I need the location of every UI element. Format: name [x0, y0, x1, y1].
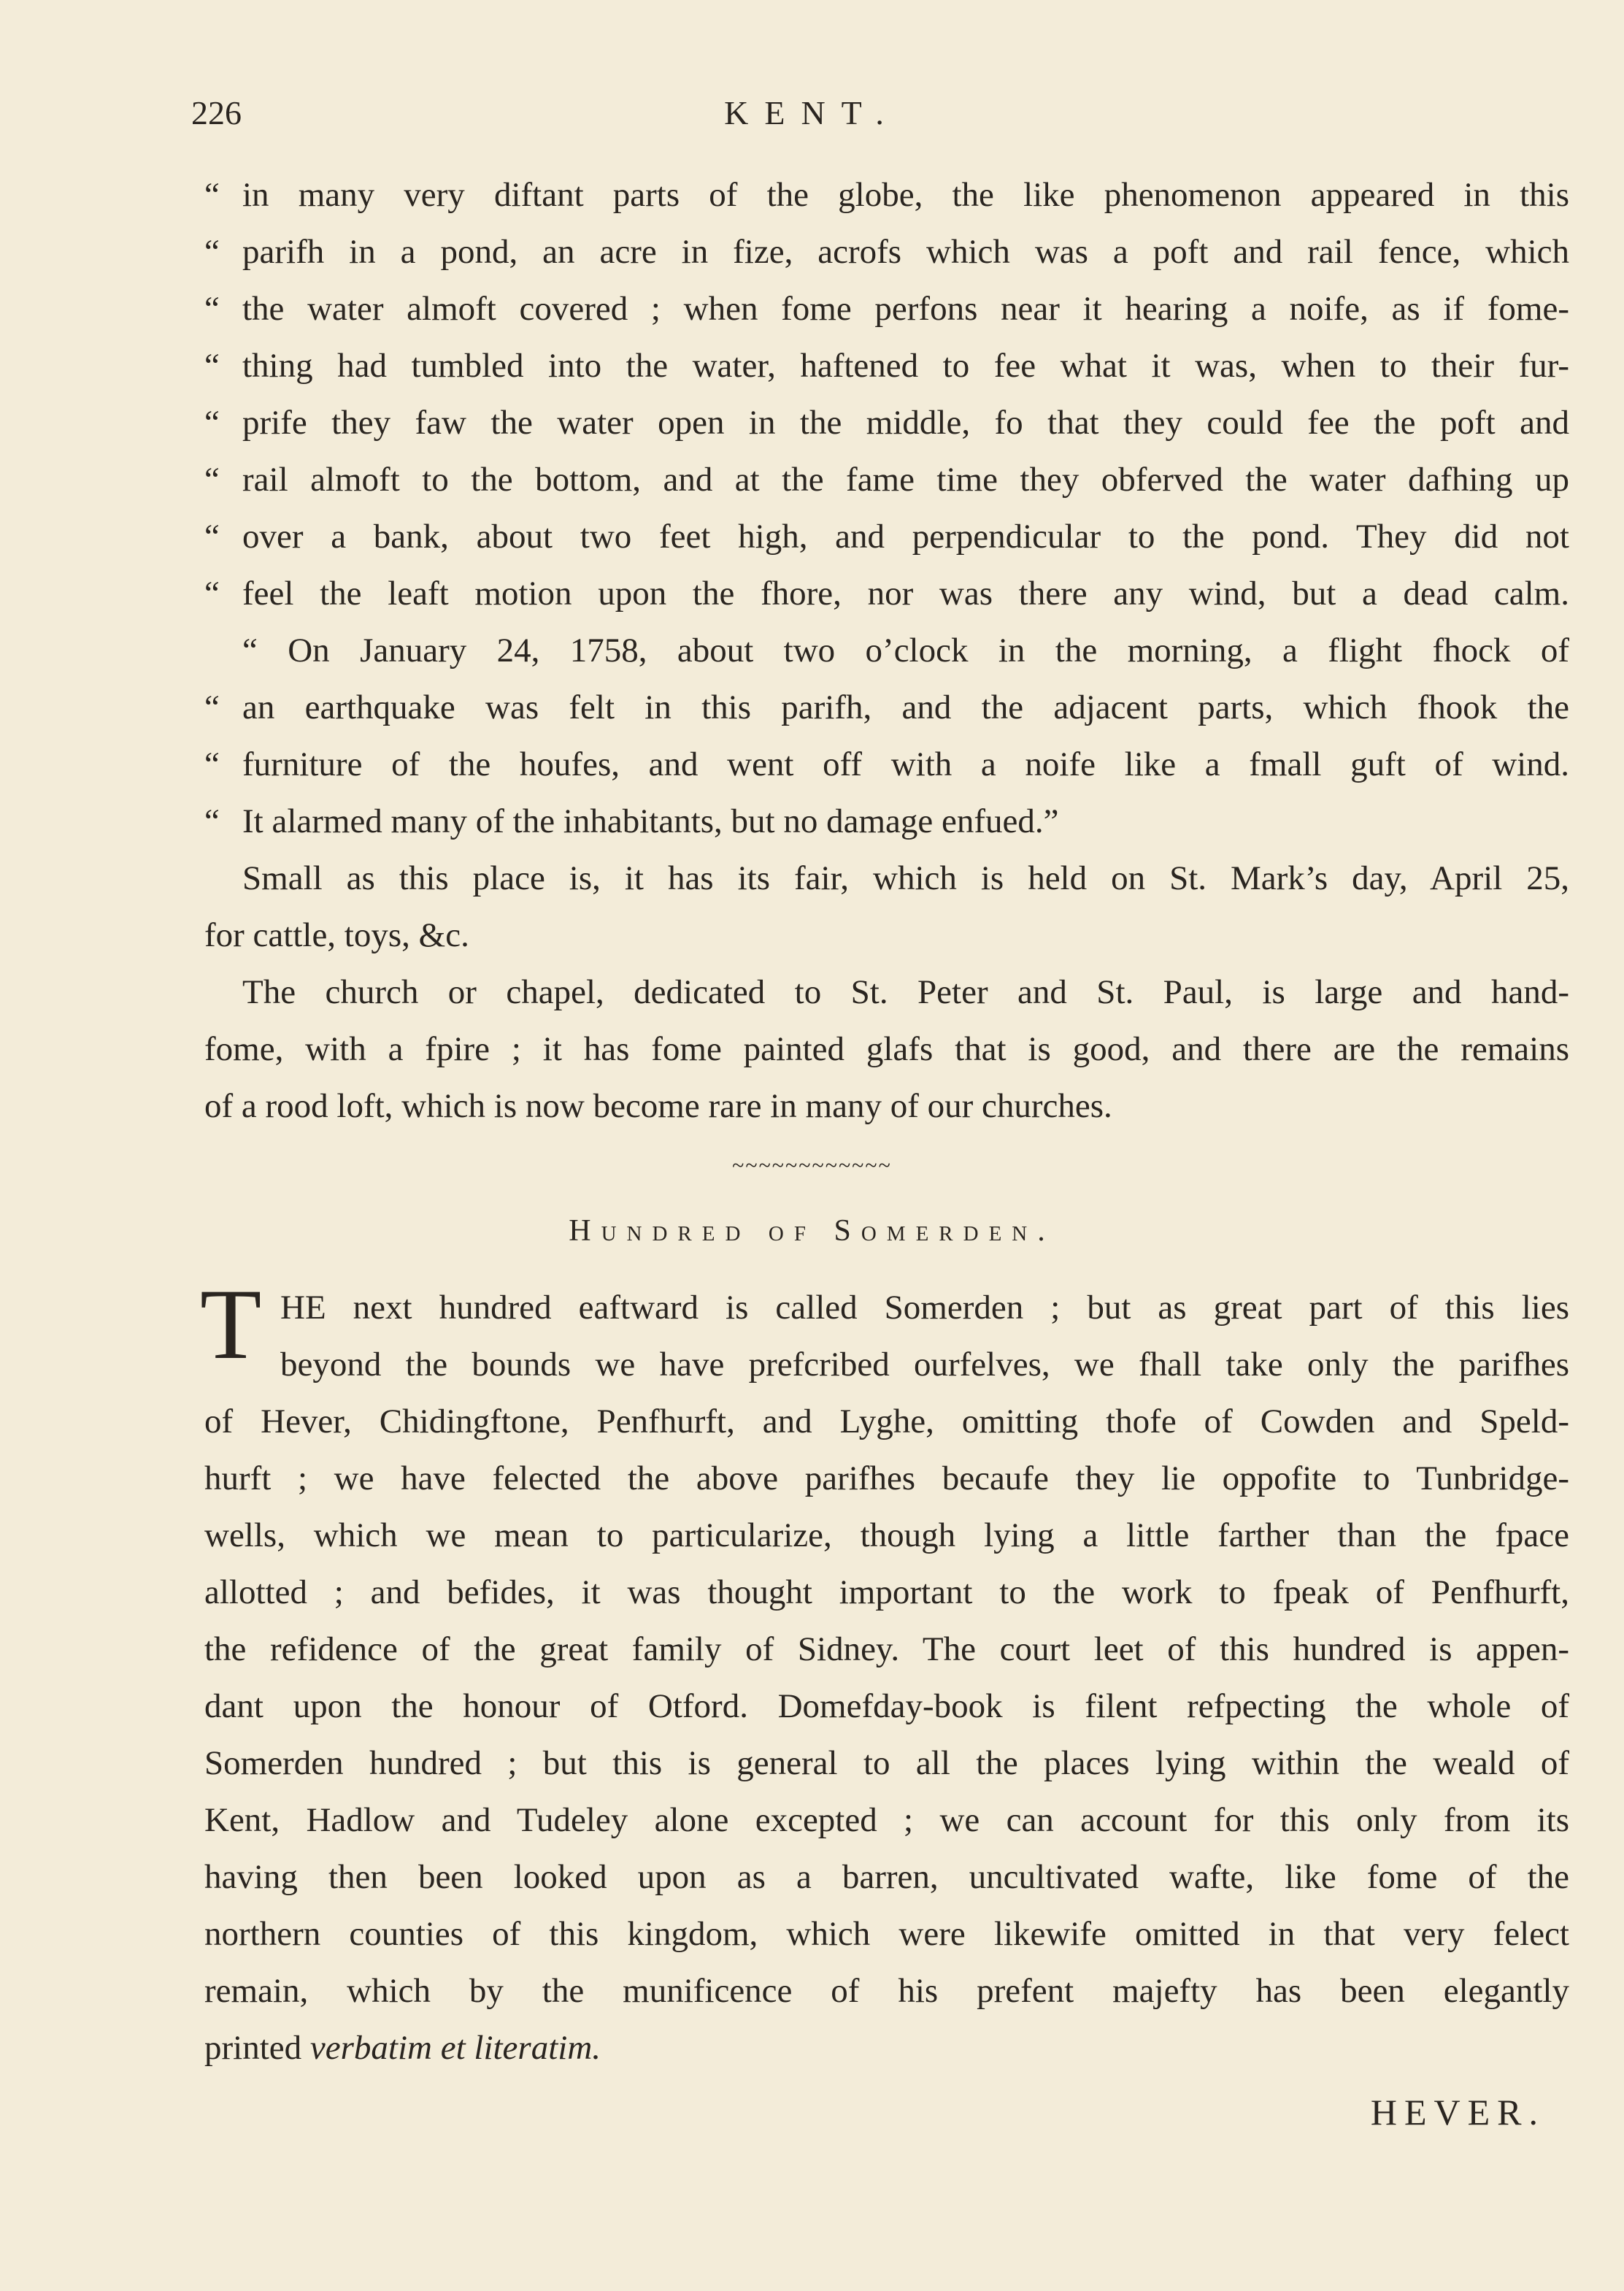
section-ornament: ~~~~~~~~~~~~: [732, 1154, 892, 1178]
quote-mark: “: [204, 176, 220, 214]
line-text: dant upon the honour of Otford. Domefday-book is filent refpecting the whole of: [204, 1687, 1569, 1725]
text-line: [204, 850, 1569, 907]
line-text: HE next hundred eaftward is called Somerden ; but as great part of this lies: [280, 1289, 1569, 1327]
line-text: the water almoft covered ; when fome perfons near it hearing a noife, as if fome-: [242, 290, 1569, 328]
text-line: [204, 337, 1569, 394]
line-text: of Hever, Chidingftone, Penfhurft, and Lyghe, omitting thofe of Cowden and Speld-: [204, 1402, 1569, 1440]
text-line: [204, 964, 1569, 1021]
quote-mark: “: [204, 404, 220, 442]
section-body: [200, 1268, 1569, 2076]
line-text: Somerden hundred ; but this is general to all the places lying within the weald of: [204, 1744, 1569, 1782]
line-text: for cattle, toys, &c.: [204, 916, 469, 954]
quote-mark: “: [204, 575, 220, 613]
catchword: HEVER.: [1370, 2092, 1545, 2133]
line-text: It alarmed many of the inhabitants, but no damage enfued.”: [242, 802, 1059, 840]
line-text: the refidence of the great family of Sidney. The court leet of this hundred is appen-: [204, 1630, 1569, 1668]
quote-mark: “: [204, 518, 220, 556]
line-text: of a rood loft, which is now become rare in many of our churches.: [204, 1087, 1112, 1125]
text-line: [204, 736, 1569, 793]
text-line: [204, 1678, 1569, 1735]
text-line: [204, 679, 1569, 736]
drop-cap: T: [200, 1268, 262, 1380]
quote-mark: “: [204, 688, 220, 726]
quote-mark: “: [204, 802, 220, 840]
line-text: allotted ; and befides, it was thought important to the work to fpeak of Penfhurft,: [204, 1573, 1569, 1611]
line-text: in many very diftant parts of the globe, the like phenomenon appeared in this: [242, 176, 1569, 214]
text-line: [204, 1507, 1569, 1564]
final-line-start: printed: [204, 2029, 310, 2067]
line-text: parifh in a pond, an acre in fize, acrofs which was a poft and rail fence, which: [242, 233, 1569, 271]
running-title: KENT.: [724, 94, 900, 131]
text-line: [204, 280, 1569, 337]
line-text: feel the leaft motion upon the fhore, nor was there any wind, but a dead calm.: [242, 575, 1569, 613]
text-line: [204, 1849, 1569, 1906]
text-line: [204, 1792, 1569, 1849]
final-line-italic: verbatim et literatim.: [309, 2029, 601, 2067]
text-line: [204, 451, 1569, 508]
section-heading: Hundred of Somerden.: [569, 1214, 1055, 1248]
line-text: furniture of the houfes, and went off with a noife like a fmall guft of wind.: [242, 745, 1569, 783]
text-line: [204, 1735, 1569, 1792]
text-line: [204, 1279, 1569, 1336]
text-line: [204, 565, 1569, 622]
text-line: [204, 508, 1569, 565]
text-line: [204, 1450, 1569, 1507]
line-text: beyond the bounds we have prefcribed ourfelves, we fhall take only the parifhes: [280, 1346, 1569, 1384]
running-head: [0, 93, 1624, 152]
line-text: northern counties of this kingdom, which were likewife omitted in that very felect: [204, 1915, 1569, 1953]
page-number: 226: [191, 94, 242, 131]
text-line: [204, 1564, 1569, 1621]
text-line: [204, 223, 1569, 280]
line-text: fome, with a fpire ; it has fome painted glafs that is good, and there are the remains: [204, 1030, 1569, 1068]
text-line: [204, 622, 1569, 679]
text-line: [204, 907, 1569, 964]
line-text: “ On January 24, 1758, about two o’clock in the morning, a flight fhock of: [242, 632, 1569, 669]
text-line: [204, 1078, 1569, 1135]
text-line: [204, 1962, 1569, 2019]
quote-mark: “: [204, 233, 220, 271]
line-text: Kent, Hadlow and Tudeley alone excepted ; we can account for this only from its: [204, 1801, 1569, 1839]
quote-mark: “: [204, 745, 220, 783]
text-line: [204, 166, 1569, 223]
line-text: hurft ; we have felected the above parifhes becaufe they lie oppofite to Tunbridge-: [204, 1459, 1569, 1497]
line-text: having then been looked upon as a barren, uncultivated wafte, like fome of the: [204, 1858, 1569, 1896]
line-text: remain, which by the munificence of his prefent majefty has been elegantly: [204, 1972, 1569, 2010]
quote-mark: “: [204, 347, 220, 385]
quote-mark: “: [204, 461, 220, 499]
line-text: The church or chapel, dedicated to St. Peter and St. Paul, is large and hand-: [242, 973, 1569, 1011]
text-line: [204, 1336, 1569, 1393]
text-line: [204, 1906, 1569, 1962]
text-line: [204, 793, 1569, 850]
line-text: prife they faw the water open in the middle, fo that they could fee the poft and: [242, 404, 1569, 442]
line-text: rail almoft to the bottom, and at the fame time they obferved the water dafhing up: [242, 461, 1569, 499]
line-text: Small as this place is, it has its fair, which is held on St. Mark’s day, April 25,: [242, 859, 1569, 897]
text-line: [204, 2019, 1569, 2076]
line-text: an earthquake was felt in this parifh, and the adjacent parts, which fhook the: [242, 688, 1569, 726]
text-line: [204, 1621, 1569, 1678]
line-text: wells, which we mean to particularize, though lying a little farther than the fpace: [204, 1516, 1569, 1554]
quote-mark: “: [204, 290, 220, 328]
line-text: thing had tumbled into the water, haftened to fee what it was, when to their fur-: [242, 347, 1569, 385]
quoted-passage: [204, 166, 1569, 1135]
text-line: [204, 1393, 1569, 1450]
line-text: over a bank, about two feet high, and perpendicular to the pond. They did not: [242, 518, 1569, 556]
text-line: [204, 394, 1569, 451]
text-line: [204, 1021, 1569, 1078]
